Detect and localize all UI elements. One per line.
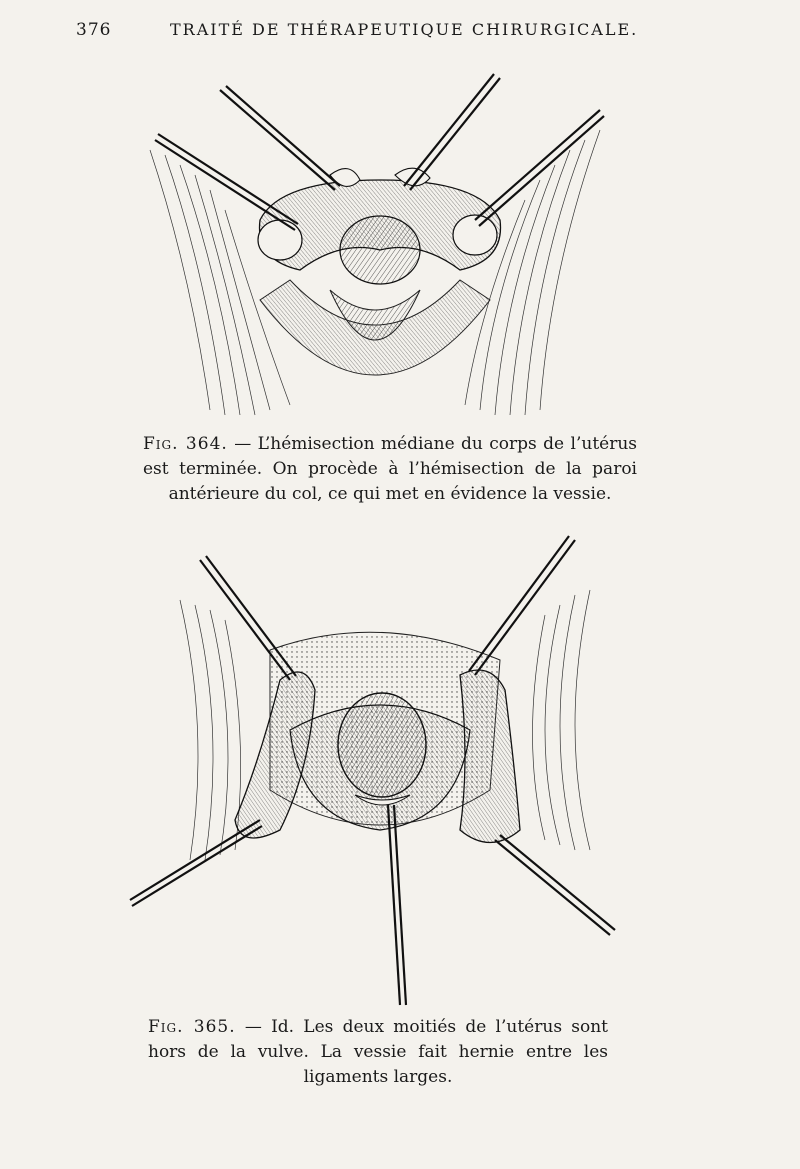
page-header	[0, 20, 800, 50]
figure-364-caption	[143, 432, 637, 507]
figure-365-caption	[148, 1015, 608, 1090]
figure-364-text: — L’hémisection médiane du corps de l’utérus est terminée. On procède à l’hémisection de la paroi antérieure du col, ce qui met en évidence la vessie.	[143, 434, 638, 504]
figure-365-label: Fig. 365.	[148, 1017, 236, 1037]
figure-364-label: Fig. 364.	[143, 434, 228, 454]
running-title: TRAITÉ DE THÉRAPEUTIQUE CHIRURGICALE.	[170, 20, 639, 39]
surgical-engraving-364	[130, 70, 620, 430]
page-number: 376	[76, 20, 112, 40]
figure-364-illustration	[130, 70, 620, 430]
figure-365-illustration	[120, 530, 620, 1010]
surgical-engraving-365	[120, 530, 620, 1010]
figure-365-text: — Id. Les deux moitiés de l’utérus sont hors de la vulve. La vessie fait hernie entre les ligaments larges.	[148, 1017, 609, 1087]
